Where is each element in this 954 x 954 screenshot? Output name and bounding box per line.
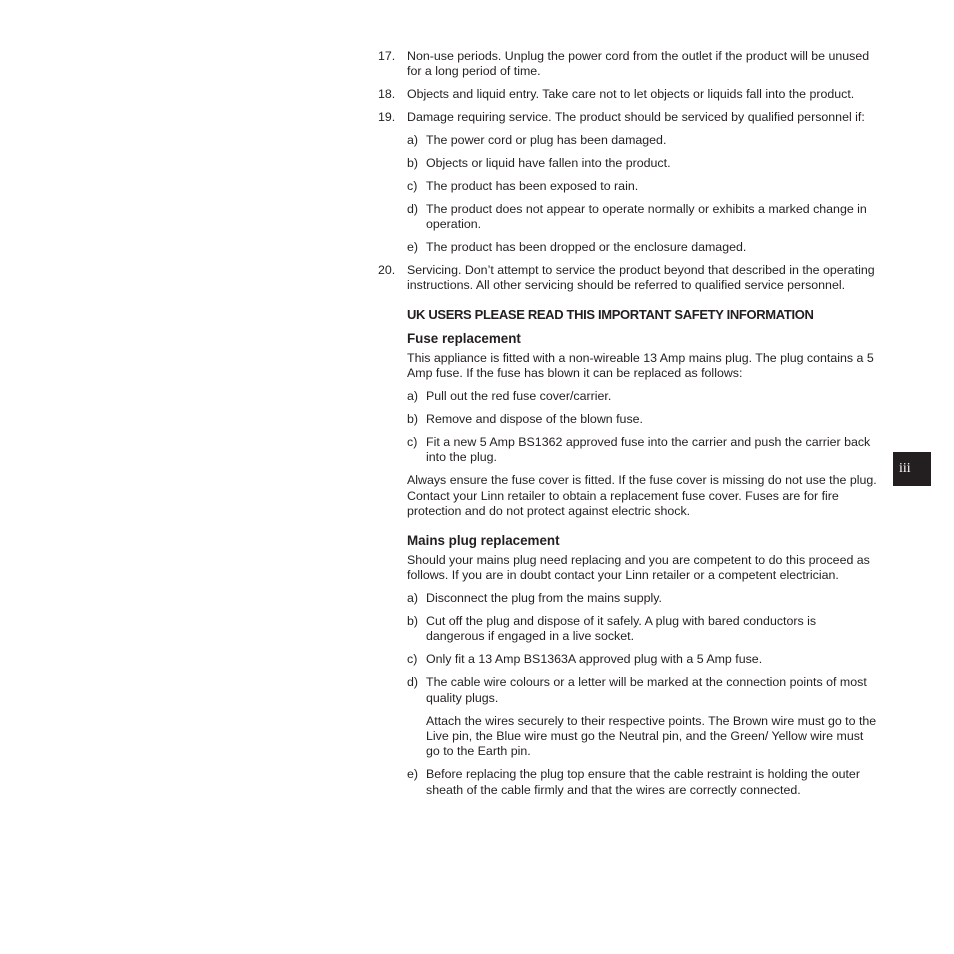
numbered-item-19 [378, 110, 878, 125]
list-text: The power cord or plug has been damaged. [426, 133, 667, 148]
item-number: 20. [378, 263, 396, 278]
fuse-intro-paragraph: This appliance is fitted with a non-wireable 13 Amp mains plug. The plug contains a 5 Amp fuse. If the fuse has blown it can be replaced as follows: [407, 350, 874, 381]
fuse-replacement-heading: Fuse replacement [407, 331, 521, 347]
list-letter: c) [407, 652, 418, 667]
list-text: Objects or liquid have fallen into the product. [426, 156, 671, 171]
list-text: Pull out the red fuse cover/carrier. [426, 389, 612, 403]
list-item [407, 156, 878, 171]
numbered-item-17 [378, 49, 878, 80]
list-item [407, 675, 878, 706]
list-letter: e) [407, 240, 419, 255]
safety-instructions-column [378, 49, 878, 806]
list-letter: c) [407, 434, 418, 449]
list-letter: a) [407, 591, 419, 606]
numbered-item-20 [378, 263, 878, 294]
list-letter: e) [407, 767, 419, 782]
list-text: Before replacing the plug top ensure that the cable restraint is holding the outer sheath of the cable firmly and that the wires are correctly connected. [426, 767, 860, 797]
uk-safety-section [407, 307, 878, 798]
item-text: Servicing. Don’t attempt to service the product beyond that described in the operating instructions. All other servicing should be referred to qualified service personnel. [407, 263, 875, 293]
list-item [407, 652, 878, 667]
uk-safety-heading: UK USERS PLEASE READ THIS IMPORTANT SAFETY INFORMATION [407, 306, 814, 322]
item-number: 18. [378, 87, 396, 102]
list-item [407, 412, 878, 427]
list-letter: b) [407, 156, 419, 171]
list-text: The product does not appear to operate normally or exhibits a marked change in operation. [426, 201, 867, 232]
list-item-continuation: Attach the wires securely to their respective points. The Brown wire must go to the Live pin, the Blue wire must go the Neutral pin, and the Green/ Yellow wire must go to the Earth pin. [426, 713, 877, 759]
list-text: Remove and dispose of the blown fuse. [426, 411, 643, 426]
item-number: 17. [378, 49, 396, 63]
list-item [407, 767, 878, 798]
item-text: Damage requiring service. The product should be serviced by qualified personnel if: [407, 110, 865, 125]
list-item [407, 133, 878, 148]
page-number-tab: iii [893, 452, 931, 486]
item-number: 19. [378, 110, 396, 125]
fuse-note-paragraph: Always ensure the fuse cover is fitted. If the fuse cover is missing do not use the plug. Contact your Linn retailer to obtain a replacement fuse cover. Fuses are for fire protection and do not protect against electric shock. [407, 473, 877, 518]
list-text: Cut off the plug and dispose of it safely. A plug with bared conductors is dangerous if engaged in a live socket. [426, 613, 817, 644]
list-item [407, 389, 878, 404]
list-item [407, 240, 878, 255]
list-text: The product has been dropped or the enclosure damaged. [426, 240, 747, 255]
list-letter: a) [407, 133, 419, 148]
list-text: The cable wire colours or a letter will be marked at the connection points of most quality plugs. [426, 675, 867, 705]
list-item [407, 614, 878, 645]
list-letter: a) [407, 389, 419, 403]
list-item [407, 202, 878, 233]
list-text: Fit a new 5 Amp BS1362 approved fuse into the carrier and push the carrier back into the plug. [426, 434, 871, 465]
list-item [407, 435, 878, 466]
item-text: Objects and liquid entry. Take care not to let objects or liquids fall into the product. [407, 87, 855, 102]
list-item [407, 591, 878, 606]
list-letter: d) [407, 675, 419, 690]
list-letter: b) [407, 613, 419, 628]
list-letter: c) [407, 178, 418, 193]
item-text: Non-use periods. Unplug the power cord from the outlet if the product will be unused for a long period of time. [407, 49, 870, 79]
list-item [407, 179, 878, 194]
mains-plug-heading: Mains plug replacement [407, 533, 560, 549]
list-letter: b) [407, 411, 419, 426]
service-conditions-list [407, 133, 878, 255]
plug-intro-paragraph: Should your mains plug need replacing and you are competent to do this proceed as follows. If you are in doubt contact your Linn retailer or a competent electrician. [407, 552, 870, 583]
list-text: Only fit a 13 Amp BS1363A approved plug with a 5 Amp fuse. [426, 652, 763, 667]
numbered-item-18 [378, 87, 878, 102]
list-letter: d) [407, 201, 419, 216]
list-text: Disconnect the plug from the mains supply. [426, 591, 662, 606]
list-text: The product has been exposed to rain. [426, 178, 639, 193]
